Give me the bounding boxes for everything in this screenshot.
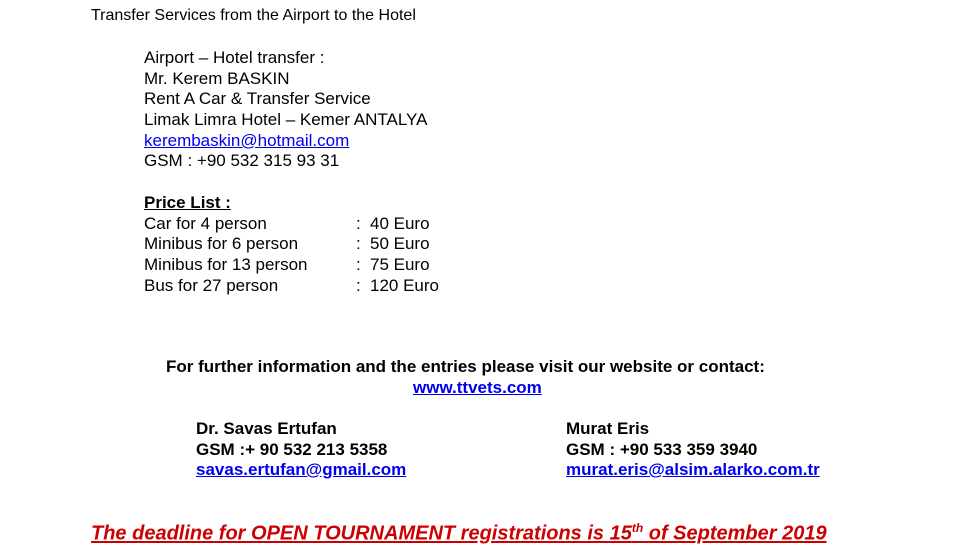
price-separator: :	[356, 213, 361, 233]
price-value: 50 Euro	[370, 234, 430, 254]
price-item-label: Bus for 27 person	[144, 275, 279, 295]
price-separator: :	[356, 275, 361, 295]
transfer-name: Mr. Kerem BASKIN	[144, 68, 290, 88]
deadline-text-before: The deadline for OPEN TOURNAMENT registrations is 15	[91, 522, 632, 545]
deadline-ordinal-suffix: th	[631, 521, 644, 535]
transfer-gsm: GSM : +90 532 315 93 31	[144, 151, 340, 171]
transfer-company: Rent A Car & Transfer Service	[144, 89, 371, 109]
contact-name: Dr. Savas Ertufan	[196, 419, 337, 438]
contact-email-link[interactable]: murat.eris@alsim.alarko.com.tr	[566, 460, 820, 479]
price-separator: :	[356, 234, 361, 254]
transfer-contact-block	[144, 48, 439, 296]
contact-name: Murat Eris	[566, 419, 650, 438]
transfer-location: Limak Limra Hotel – Kemer ANTALYA	[144, 110, 428, 130]
price-item-label: Minibus for 13 person	[144, 254, 308, 274]
contact-person-left	[196, 419, 406, 481]
deadline-notice	[91, 521, 827, 546]
price-row	[144, 276, 439, 297]
price-row	[144, 234, 439, 255]
price-separator: :	[356, 254, 361, 274]
price-item-label: Minibus for 6 person	[144, 234, 299, 254]
price-row	[144, 214, 439, 235]
price-value: 120 Euro	[370, 275, 439, 295]
contact-email-link[interactable]: savas.ertufan@gmail.com	[196, 460, 407, 479]
deadline-text-after: of September 2019	[643, 522, 827, 545]
price-list-title: Price List :	[144, 192, 231, 212]
contact-person-right	[566, 419, 820, 481]
transfer-email-link[interactable]: kerembaskin@hotmail.com	[144, 130, 350, 150]
website-link[interactable]: www.ttvets.com	[413, 378, 542, 397]
price-value: 75 Euro	[370, 254, 430, 274]
info-text: For further information and the entries please visit our website or contact:	[166, 357, 765, 376]
transfer-title: Airport – Hotel transfer :	[144, 48, 325, 67]
price-item-label: Car for 4 person	[144, 213, 267, 233]
page-heading: Transfer Services from the Airport to the Hotel	[91, 7, 416, 24]
contact-gsm: GSM :+ 90 532 213 5358	[196, 439, 388, 459]
price-row	[144, 255, 439, 276]
price-value: 40 Euro	[370, 213, 430, 233]
contact-gsm: GSM : +90 533 359 3940	[566, 439, 758, 459]
